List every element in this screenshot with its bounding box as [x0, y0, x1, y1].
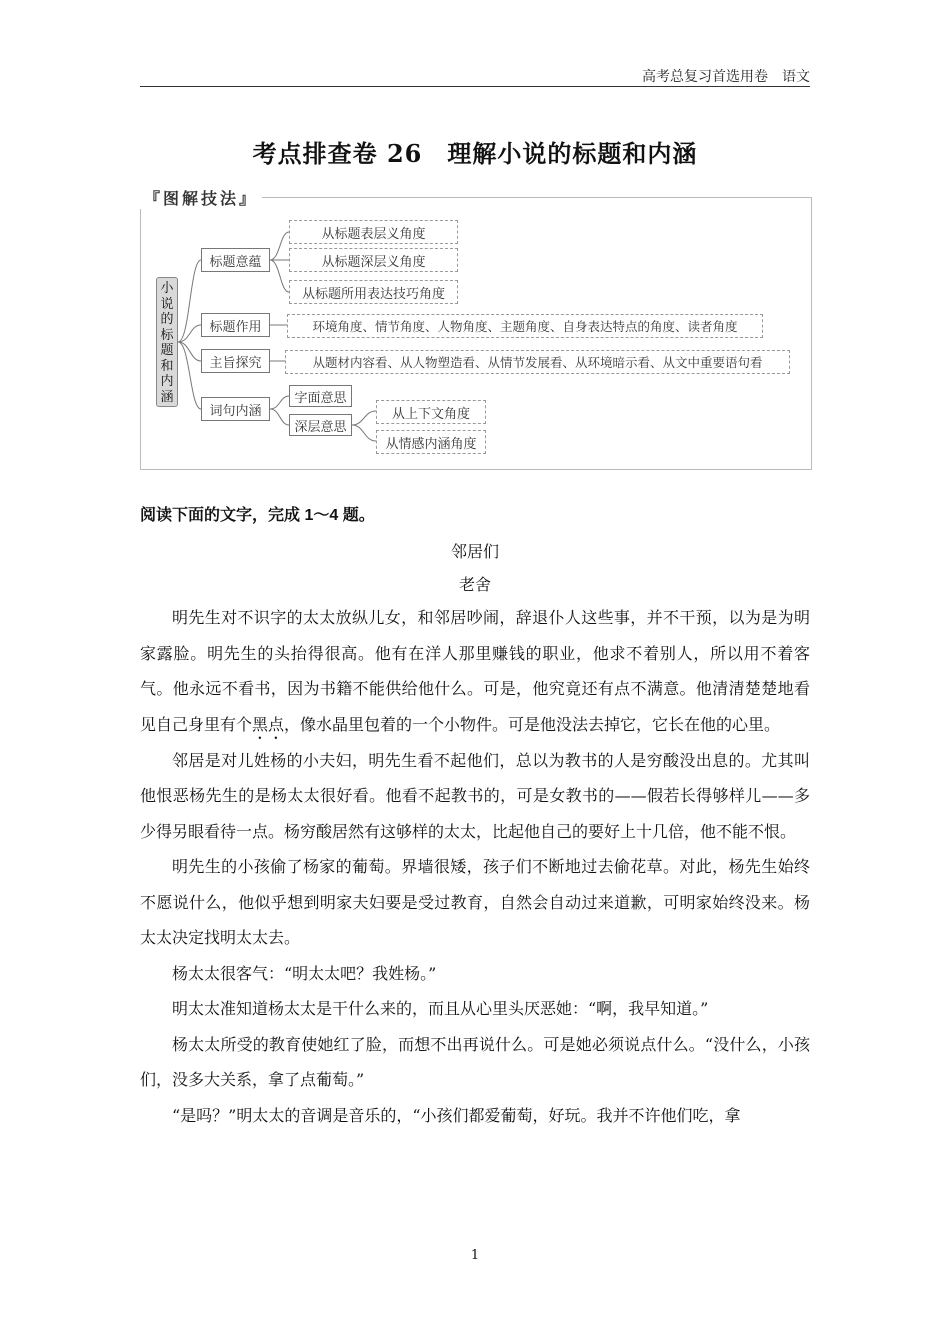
leaf-literal-meaning: 字面意思 — [289, 385, 352, 407]
paragraph-7: “是吗？”明太太的音调是音乐的，“小孩们都爱葡萄，好玩。我并不许他们吃，拿 — [172, 1105, 741, 1125]
leaf-surface-angle: 从标题表层义角度 — [289, 220, 458, 244]
story-title: 邻居们 — [450, 544, 499, 561]
leaf-deep-meaning: 深层意思 — [289, 414, 352, 436]
leaf-context-angle: 从上下文角度 — [376, 400, 486, 424]
leaf-deep-angle: 从标题深层义角度 — [289, 248, 458, 272]
paragraph-4: 杨太太很客气：“明太太吧？我姓杨。” — [172, 963, 437, 983]
page-title: 考点排查卷 26 理解小说的标题和内涵 — [252, 139, 698, 168]
diagram-root: 小说的标题和内涵 — [156, 277, 178, 407]
page-number: 1 — [470, 1248, 480, 1263]
leaf-technique-angle: 从标题所用表达技巧角度 — [289, 280, 458, 304]
instruction: 阅读下面的文字，完成 1～4 题。 — [140, 507, 375, 524]
diagram-tag: 『图解技法』 — [140, 186, 262, 209]
paragraph-1: 明先生对不识字的太太放纵儿女，和邻居吵闹，辞退仆人这些事，并不干预，以为是为明家露脸。明先生的头抬得很高。他有在洋人那里赚钱的职业，他求不着别人，所以用不着客气。他永远不看书，因为书籍不能供给他什么。可是，他究竟还有点不满意。他清清楚楚地看见自己身里有个黑点，像水晶里包着的一个小物件。可是他没法去掉它，它长在他的心里。 — [140, 608, 810, 734]
emphasis-dot-text: 黑点 — [252, 714, 285, 734]
branch-title-meaning: 标题意蕴 — [201, 248, 270, 272]
leaf-function-list: 环境角度、情节角度、人物角度、主题角度、自身表达特点的角度、读者角度 — [287, 314, 763, 338]
story-author: 老舍 — [458, 575, 491, 594]
leaf-theme-list: 从题材内容看、从人物塑造看、从情节发展看、从环境暗示看、从文中重要语句看 — [285, 350, 790, 374]
branch-word-meaning: 词句内涵 — [201, 397, 270, 421]
header-text: 高考总复习首选用卷 语文 — [642, 69, 810, 85]
paragraph-5: 明太太准知道杨太太是干什么来的，而且从心里头厌恶她：“啊，我早知道。” — [172, 999, 709, 1018]
paragraph-3: 明先生的小孩偷了杨家的葡萄。界墙很矮，孩子们不断地过去偷花草。对此，杨先生始终不愿说什么，他似乎想到明家夫妇要是受过教育，自然会自动过来道歉，可明家始终没来。杨太太决定找明太太去。 — [140, 857, 810, 947]
story-body — [140, 600, 810, 1133]
paragraph-2: 邻居是对儿姓杨的小夫妇，明先生看不起他们，总以为教书的人是穷酸没出息的。尤其叫他恨恶杨先生的是杨太太很好看。他看不起教书的，可是女教书的——假若长得够样儿——多少得另眼看待一点。杨穷酸居然有这够样的太太，比起他自己的要好上十几倍，他不能不恨。 — [140, 750, 810, 841]
leaf-emotion-angle: 从情感内涵角度 — [376, 430, 486, 454]
paragraph-6: 杨太太所受的教育使她红了脸，而想不出再说什么。可是她必须说点什么。“没什么，小孩们，没多大关系，拿了点葡萄。” — [140, 1034, 810, 1089]
branch-theme: 主旨探究 — [201, 349, 270, 373]
branch-title-function: 标题作用 — [201, 313, 270, 337]
